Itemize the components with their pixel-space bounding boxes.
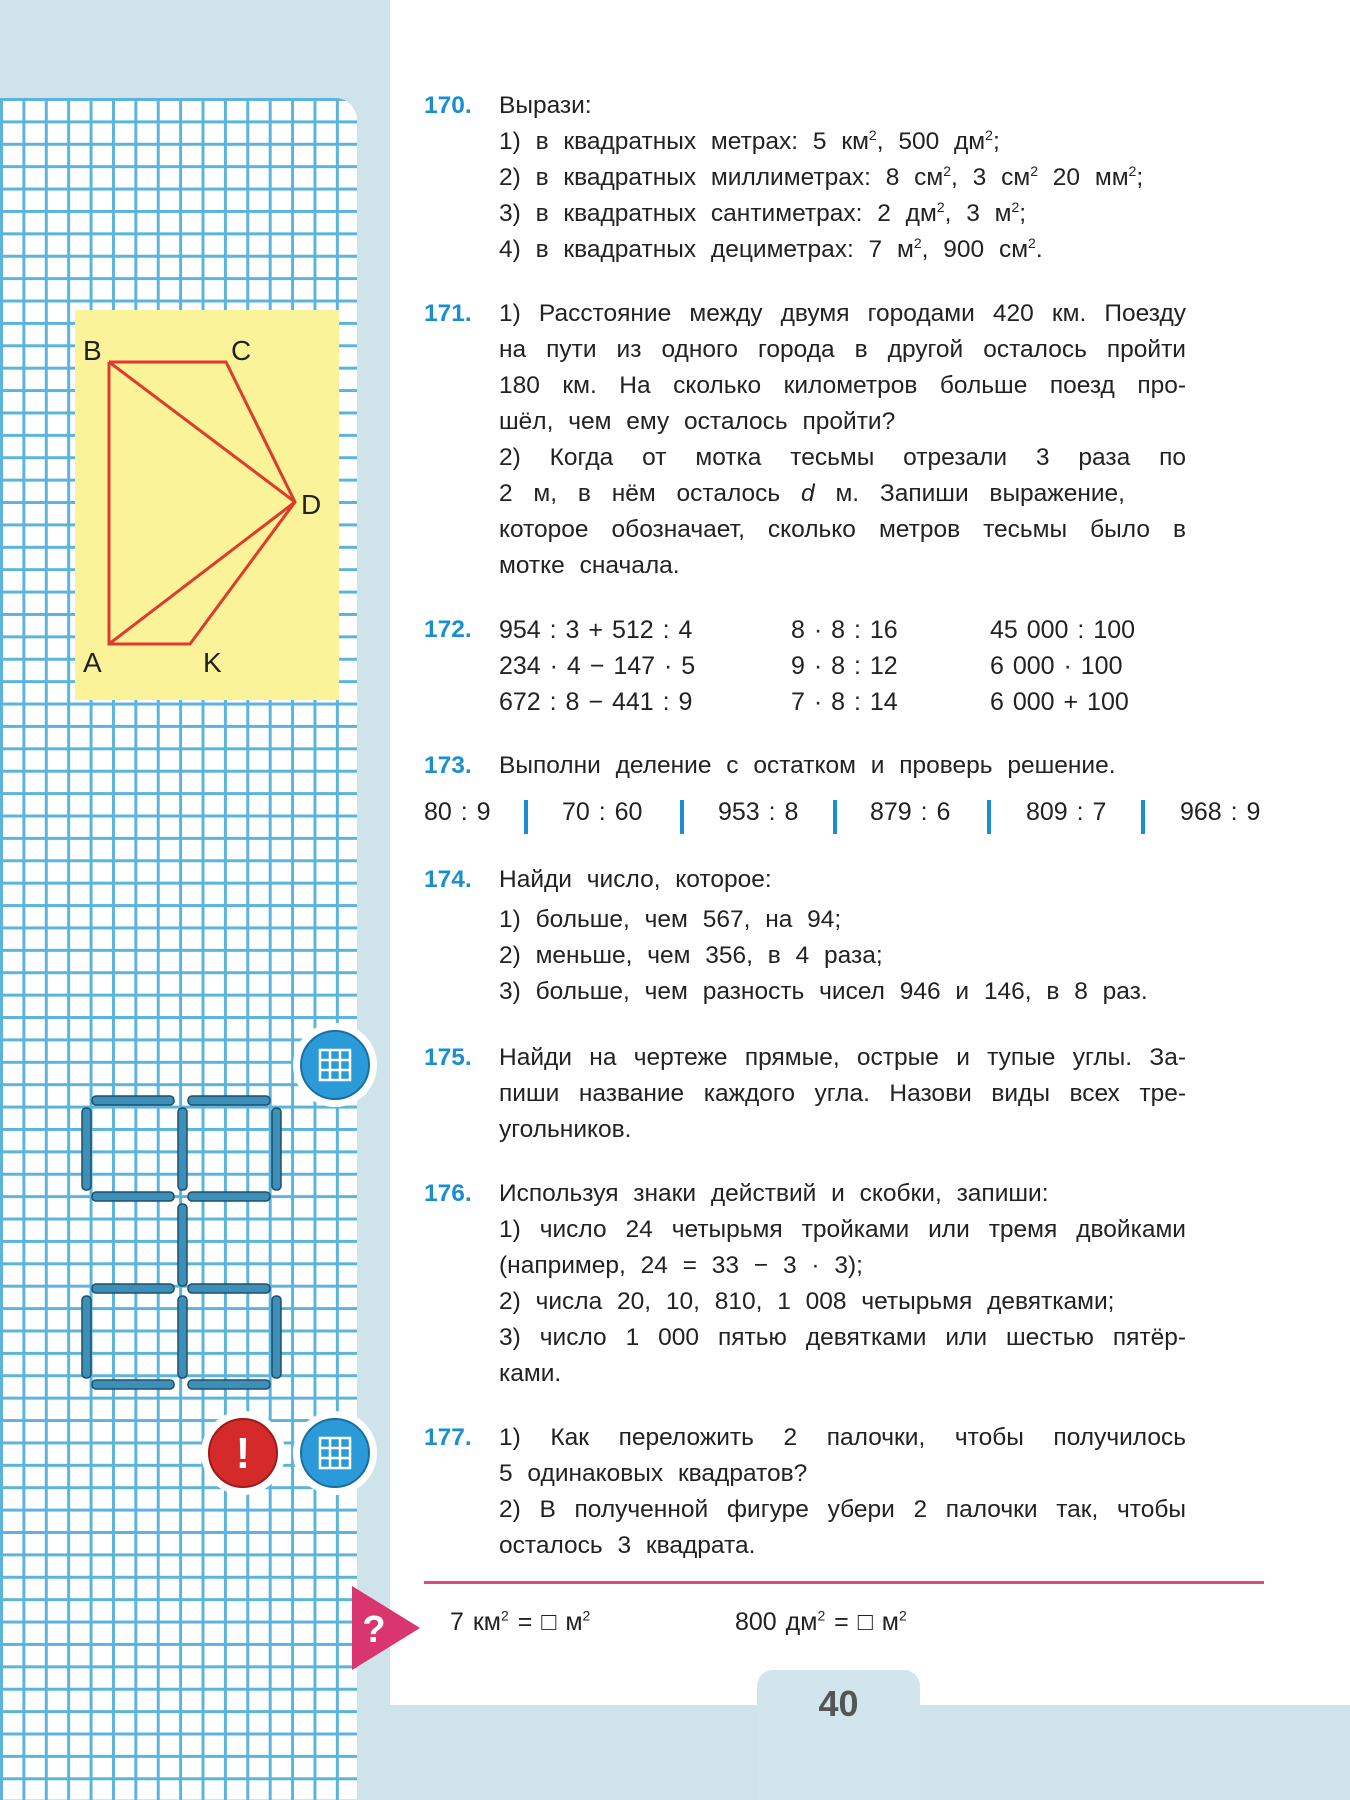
exercise-line: 2) Когда от мотка тесьмы отрезали 3 раза по [499, 444, 1186, 471]
matchstick [188, 1380, 270, 1389]
divider [833, 800, 837, 834]
matchstick [272, 1296, 281, 1378]
text-part: , 3 м [944, 200, 1012, 227]
divider [987, 800, 991, 834]
exercise-line: мотке сначала. [499, 552, 680, 579]
exercise-line: 1) число 24 четырьмя тройками или тремя двойками [499, 1216, 1186, 1243]
text-part: 1) в квадратных метрах: 5 км [499, 128, 869, 155]
matchstick [188, 1192, 270, 1201]
exercise-177 [424, 1420, 1264, 1570]
exercise-175 [424, 1040, 1264, 1150]
quiz-expression-1 [450, 1608, 590, 1637]
exercise-170 [424, 88, 1264, 268]
exercise-number: 177. [424, 1424, 472, 1451]
superscript: 2 [868, 126, 877, 143]
superscript: 2 [943, 162, 952, 179]
exercise-line [499, 124, 1000, 160]
expression: 954 : 3 + 512 : 4 [499, 616, 693, 644]
text-part: = □ м [508, 1608, 583, 1636]
expression: 7 · 8 : 14 [791, 688, 898, 716]
exercise-line [499, 196, 1026, 232]
superscript: 2 [985, 126, 993, 143]
expression: 45 000 : 100 [990, 616, 1136, 644]
matchstick [82, 1296, 91, 1378]
question-mark: ? [362, 1609, 386, 1651]
matchstick [82, 1108, 91, 1190]
exercise-number: 173. [424, 752, 472, 779]
exercise-173 [424, 748, 1264, 788]
superscript: 2 [936, 198, 945, 215]
expression: 6 000 + 100 [990, 688, 1129, 716]
expression: 6 000 · 100 [990, 652, 1123, 680]
exercise-title: Вырази: [499, 92, 592, 119]
superscript: 2 [898, 1607, 907, 1624]
exercise-line: (например, 24 = 33 − 3 · 3); [499, 1252, 863, 1279]
exercise-title: Используя знаки действий и скобки, запиши: [499, 1180, 1049, 1207]
matchstick [92, 1284, 174, 1293]
exercise-line: шёл, чем ему осталось пройти? [499, 408, 896, 435]
exercise-line: 1) Как переложить 2 палочки, чтобы получилось [499, 1424, 1186, 1451]
expression: 672 : 8 − 441 : 9 [499, 688, 693, 716]
exercise-line [499, 232, 1043, 268]
exercise-line: 2) меньше, чем 356, в 4 раза; [499, 942, 883, 969]
label-k: K [203, 647, 222, 678]
matchstick [92, 1192, 174, 1201]
exercise-174 [424, 862, 1264, 1012]
label-c: C [231, 335, 252, 366]
exercise-title: Найди число, которое: [499, 866, 772, 893]
superscript: 2 [1011, 198, 1020, 215]
text-part: 3) в квадратных сантиметрах: 2 дм [499, 200, 937, 227]
superscript: 2 [1128, 162, 1137, 179]
geometry-figure [75, 310, 339, 700]
divider [1141, 800, 1145, 834]
text-part: 800 дм [735, 1608, 818, 1636]
exercise-line: 2) В полученной фигуре убери 2 палочки так, чтобы [499, 1496, 1186, 1523]
exercise-number: 171. [424, 300, 472, 327]
division-item: 879 : 6 [870, 798, 951, 826]
quiz-expression-2 [735, 1608, 907, 1637]
variable-d: d [801, 480, 815, 507]
division-item: 70 : 60 [562, 798, 643, 826]
text-part: ; [992, 128, 1000, 155]
exercise-line [499, 160, 1143, 196]
exercise-number: 170. [424, 92, 472, 119]
matchstick [188, 1096, 270, 1105]
grid-icon [292, 1410, 378, 1496]
exercise-line: 180 км. На сколько километров больше поезд про- [499, 372, 1186, 399]
page-number: 40 [818, 1683, 859, 1724]
expression: 8 · 8 : 16 [791, 616, 898, 644]
text-part: ; [1136, 164, 1144, 191]
exercise-172 [424, 612, 1264, 722]
division-item: 80 : 9 [424, 798, 491, 826]
matchstick [178, 1296, 187, 1378]
label-a: A [83, 647, 102, 678]
expression: 9 · 8 : 12 [791, 652, 898, 680]
division-item: 809 : 7 [1026, 798, 1107, 826]
superscript: 2 [582, 1607, 591, 1624]
superscript: 2 [817, 1607, 826, 1624]
text-part: 7 км [450, 1608, 501, 1636]
question-icon [352, 1584, 422, 1674]
text-part: 2) в квадратных миллиметрах: 8 см [499, 164, 944, 191]
text-part: . [1035, 236, 1043, 263]
text-part: 2 м, в нём осталось [499, 480, 781, 507]
text-part: 20 мм [1037, 164, 1129, 191]
text-part: , 3 см [951, 164, 1031, 191]
matchstick [178, 1108, 187, 1190]
text-part: м. Запиши выражение, [835, 480, 1125, 507]
matchstick [272, 1108, 281, 1190]
exercise-line: которое обозначает, сколько метров тесьмы было в [499, 516, 1186, 543]
expression: 234 · 4 − 147 · 5 [499, 652, 696, 680]
pink-divider [424, 1581, 1264, 1584]
matchstick [178, 1204, 187, 1286]
exercise-number: 176. [424, 1180, 472, 1207]
label-b: B [83, 335, 102, 366]
superscript: 2 [1030, 162, 1038, 179]
text-part: , 900 см [921, 236, 1029, 263]
text-part: 4) в квадратных дециметрах: 7 м [499, 236, 914, 263]
exercise-line: ками. [499, 1360, 562, 1387]
grid-icon [292, 1022, 378, 1108]
exercise-line: 2) числа 20, 10, 810, 1 008 четырьмя девятками; [499, 1288, 1115, 1315]
superscript: 2 [913, 234, 922, 251]
label-d: D [301, 489, 322, 520]
text-part: = □ м [825, 1608, 899, 1636]
exercise-title: Выполни деление с остатком и проверь решение. [499, 752, 1116, 779]
divider [524, 800, 528, 834]
exercise-number: 172. [424, 616, 472, 643]
superscript: 2 [500, 1607, 509, 1624]
exercise-number: 175. [424, 1044, 472, 1071]
exercise-line [499, 476, 1125, 512]
exercise-line: 1) больше, чем 567, на 94; [499, 906, 842, 933]
matchstick [188, 1284, 270, 1293]
exclamation-icon [200, 1410, 286, 1496]
division-item: 953 : 8 [718, 798, 799, 826]
exclamation-mark: ! [235, 1429, 251, 1478]
exercise-line: 3) число 1 000 пятью девятками или шестью пятёр- [499, 1324, 1186, 1351]
exercise-line: Найди на чертеже прямые, острые и тупые углы. За- [499, 1044, 1186, 1071]
exercise-number: 174. [424, 866, 472, 893]
matchstick-figure [78, 1092, 288, 1402]
exercise-line: 3) больше, чем разность чисел 946 и 146, в 8 раз. [499, 978, 1148, 1005]
matchstick [92, 1380, 174, 1389]
text-part: ; [1019, 200, 1027, 227]
exercise-line: 1) Расстояние между двумя городами 420 км. Поезду [499, 300, 1186, 327]
exercise-176 [424, 1176, 1264, 1396]
exercise-171 [424, 296, 1264, 586]
exercise-line: угольников. [499, 1116, 632, 1143]
exercise-line: пиши название каждого угла. Назови виды всех тре- [499, 1080, 1186, 1107]
divider [680, 800, 684, 834]
division-item: 968 : 9 [1180, 798, 1261, 826]
matchstick [92, 1096, 174, 1105]
exercise-line: на пути из одного города в другой осталось пройти [499, 336, 1186, 363]
text-part: , 500 дм [876, 128, 986, 155]
superscript: 2 [1028, 234, 1036, 251]
exercise-line: осталось 3 квадрата. [499, 1532, 756, 1559]
exercise-line: 5 одинаковых квадратов? [499, 1460, 808, 1487]
